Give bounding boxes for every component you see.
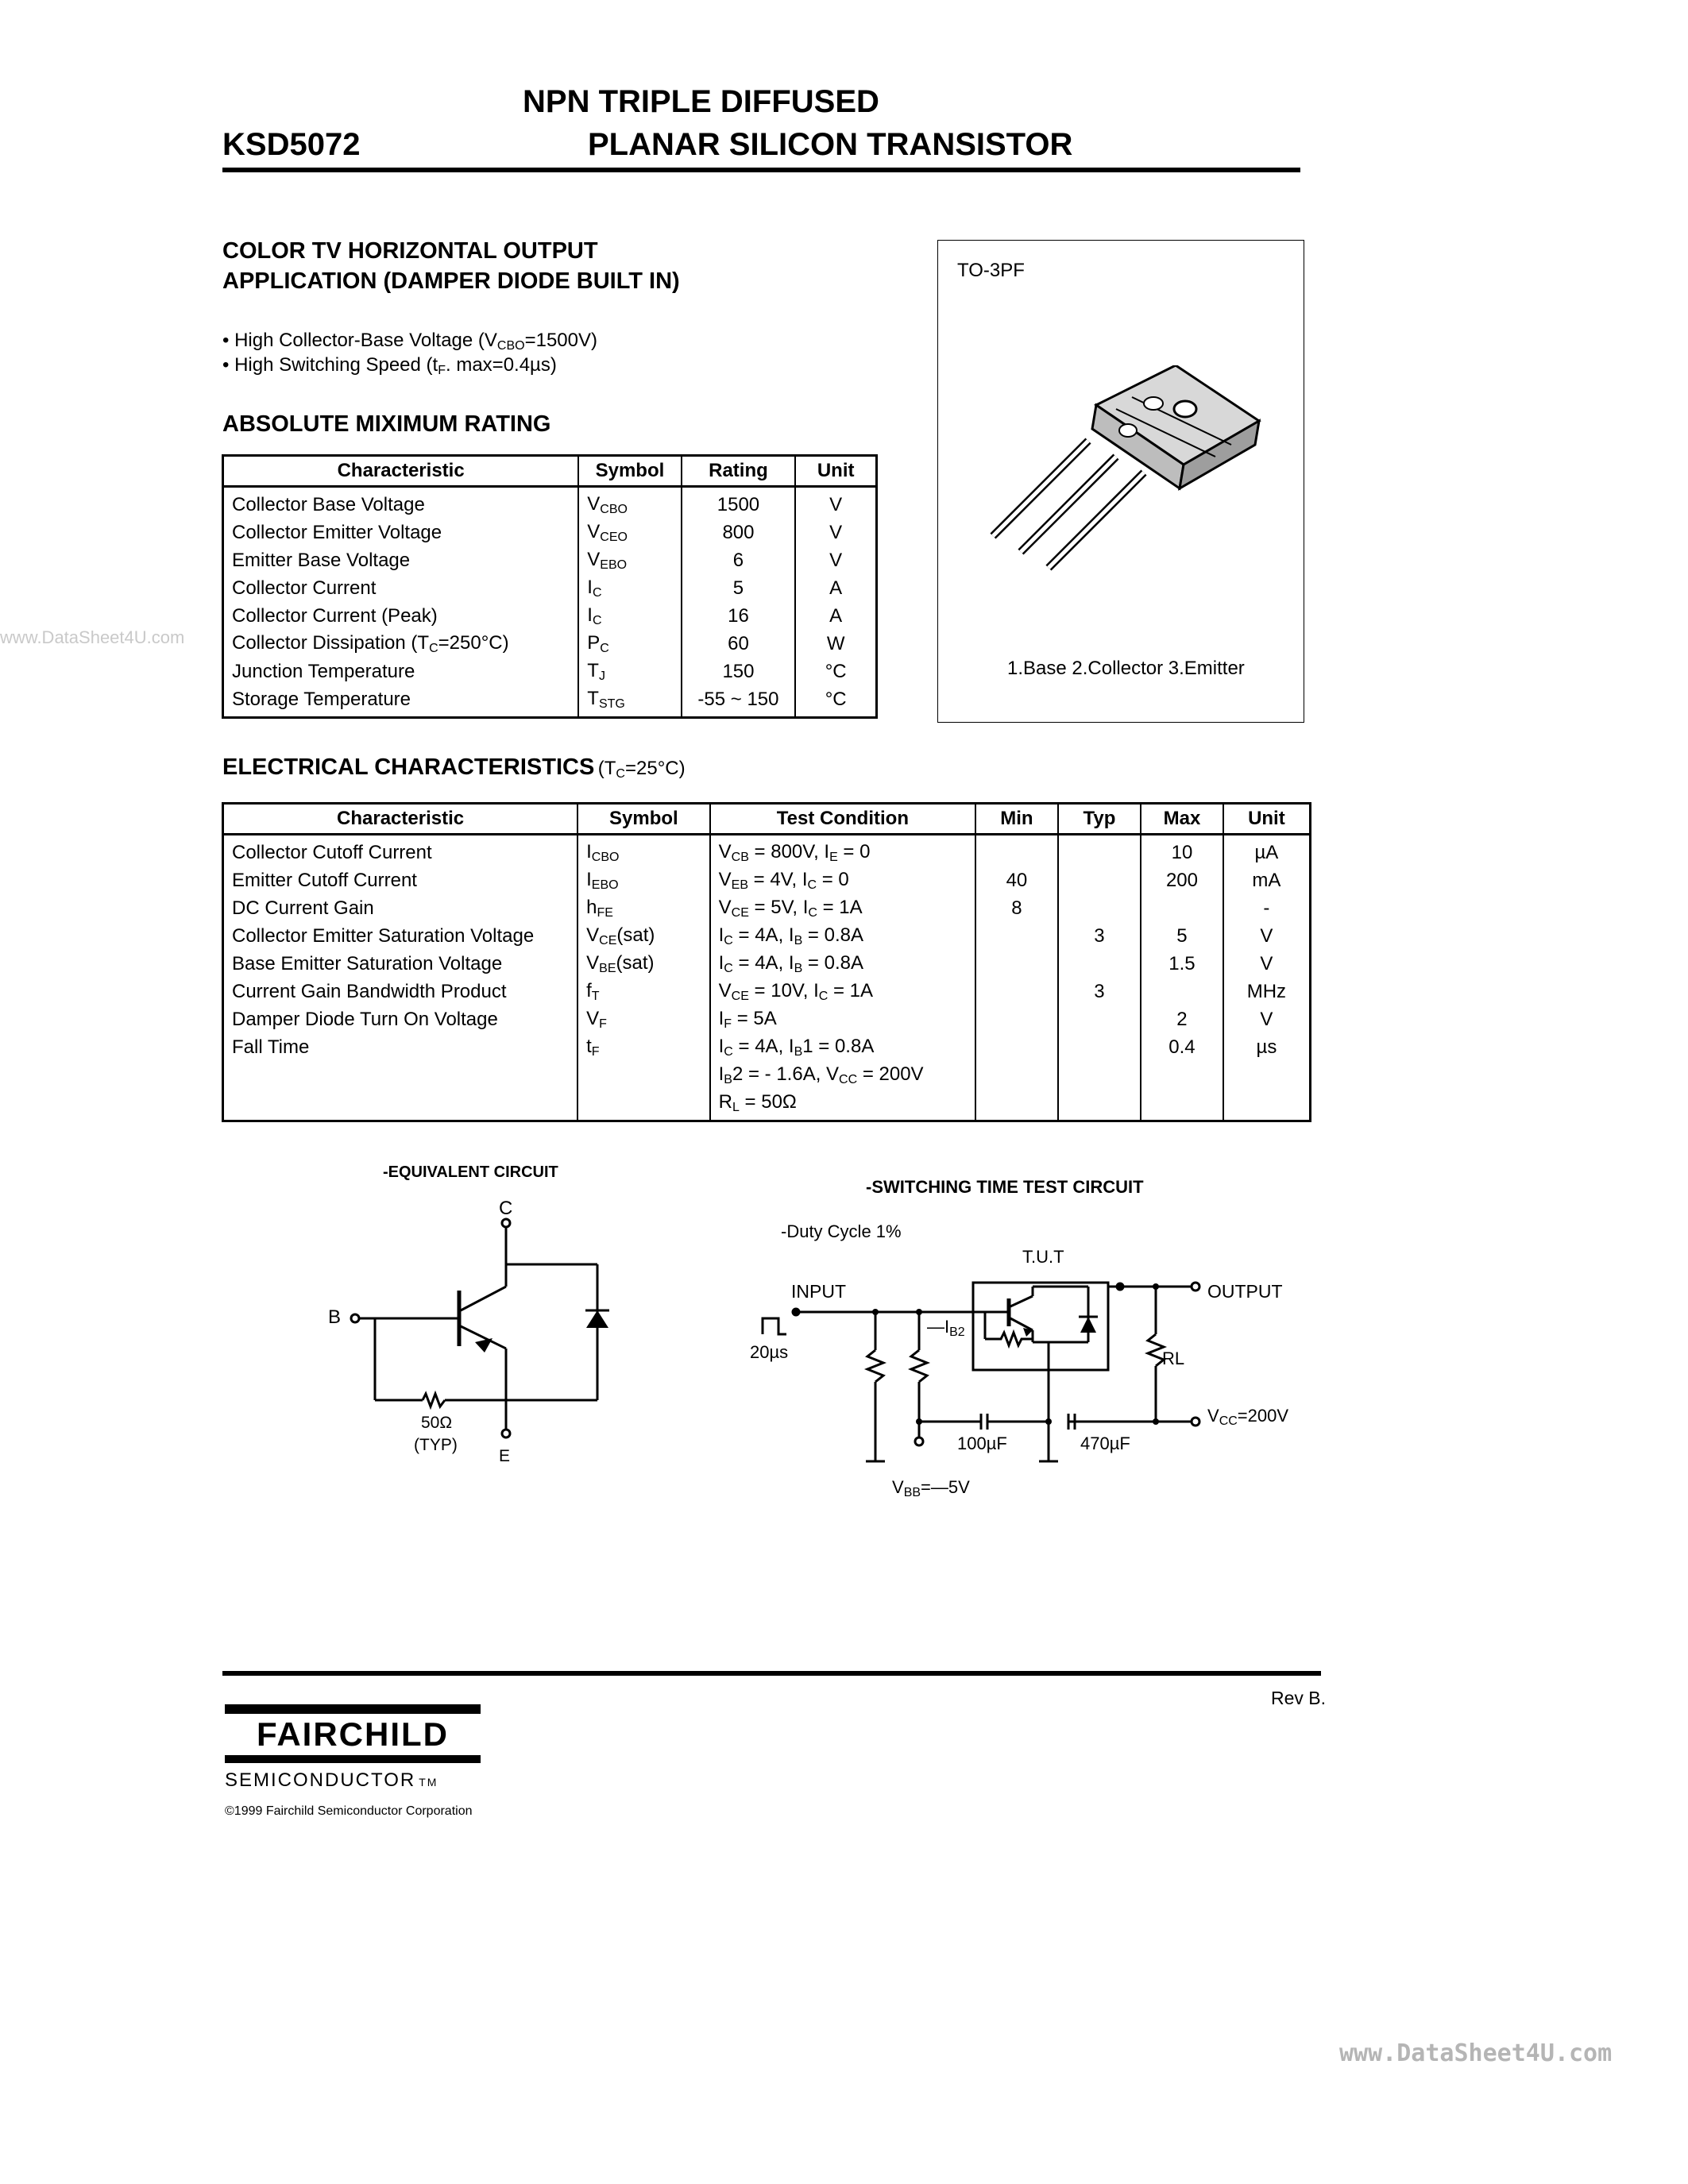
cell-unit: °C	[825, 660, 847, 682]
watermark-bottom: www.DataSheet4U.com	[1339, 2039, 1613, 2067]
cell-characteristic: Collector Current (Peak)	[223, 602, 579, 630]
cell-min	[975, 978, 1058, 1005]
cell-unit: V	[829, 549, 843, 571]
cell-typ	[1058, 866, 1141, 894]
table-row	[223, 574, 877, 602]
cell-characteristic	[223, 1089, 578, 1121]
cell-characteristic: DC Current Gain	[223, 894, 578, 922]
elec-table	[222, 802, 1311, 1122]
cell-symbol	[577, 1061, 710, 1089]
package-drawing	[977, 365, 1295, 588]
col-header: Unit	[795, 456, 876, 487]
table-row	[223, 487, 877, 519]
cell-symbol: $T_{STG}$	[578, 685, 681, 718]
cell-characteristic: Collector Current	[223, 574, 579, 602]
application-line-2: APPLICATION (DAMPER DIODE BUILT IN)	[222, 268, 680, 294]
switch-input-label: INPUT	[791, 1281, 846, 1302]
cell-symbol: $P_C$	[578, 630, 681, 658]
cell-characteristic: Emitter Cutoff Current	[223, 866, 578, 894]
cell-typ	[1058, 1033, 1141, 1061]
cell-unit: W	[826, 632, 845, 654]
title-line-1: NPN TRIPLE DIFFUSED	[523, 84, 879, 119]
cell-unit: °C	[825, 688, 847, 710]
cell-symbol: $I_{CBO}$	[577, 835, 710, 867]
table-row	[223, 546, 877, 574]
table-row	[223, 1005, 1311, 1033]
table-header-row	[223, 804, 1311, 835]
switch-circuit-diagram	[747, 1263, 1207, 1477]
table-row	[223, 835, 1311, 867]
cell-symbol: $V_{CBO}$	[578, 487, 681, 519]
cell-unit: V	[1260, 952, 1273, 974]
equiv-label-e: E	[499, 1447, 511, 1465]
cell-unit: mA	[1252, 869, 1281, 891]
fairchild-logo	[225, 1704, 481, 1763]
abs-max-title: ABSOLUTE MIXIMUM RATING	[222, 411, 551, 437]
cell-symbol: $V_{EBO}$	[578, 546, 681, 574]
cell-symbol: $I_C$	[578, 574, 681, 602]
equiv-label-b: B	[328, 1306, 342, 1328]
cell-characteristic: Damper Diode Turn On Voltage	[223, 1005, 578, 1033]
cell-max: 10	[1141, 835, 1223, 867]
cell-max: 2	[1141, 1005, 1223, 1033]
cell-min: 8	[975, 894, 1058, 922]
equiv-circuit-title: -EQUIVALENT CIRCUIT	[383, 1163, 558, 1181]
logo-bar-top	[225, 1704, 481, 1714]
cell-max: 5	[1141, 922, 1223, 950]
switch-duty: -Duty Cycle 1%	[781, 1221, 902, 1241]
cell-unit	[1223, 1061, 1311, 1089]
cell-test-condition: $V_{CE} = 5V$, $I_C = 1A$	[710, 894, 976, 922]
cell-characteristic: Collector Base Voltage	[223, 487, 579, 519]
cell-min	[975, 922, 1058, 950]
switch-cap2-label: 470µF	[1080, 1433, 1130, 1453]
cell-test-condition: $V_{CB} = 800V$, $I_E = 0$	[710, 835, 976, 867]
cell-unit: -	[1263, 897, 1270, 919]
col-header: Characteristic	[223, 456, 579, 487]
copyright: ©1999 Fairchild Semiconductor Corporation	[225, 1804, 473, 1818]
col-header: Test Condition	[710, 804, 976, 835]
cell-min	[975, 1089, 1058, 1121]
col-header: Rating	[682, 456, 796, 487]
cell-test-condition: $I_C = 4A$, $I_B = 0.8A$	[710, 950, 976, 978]
switch-cap1-label: 100µF	[957, 1433, 1007, 1453]
table-row	[223, 685, 877, 718]
table-row	[223, 1089, 1311, 1121]
cell-symbol: $V_{CE}(sat)$	[577, 922, 710, 950]
switch-ib2-label: $—I_{B2}$	[927, 1317, 965, 1339]
cell-symbol: $h_{FE}$	[577, 894, 710, 922]
table-row	[223, 866, 1311, 894]
feature-2: • High Switching Speed ($t_F$. max=0.4µs)	[222, 354, 557, 377]
cell-rating: 5	[682, 574, 796, 602]
logo-bar-bottom	[225, 1755, 481, 1763]
cell-max: 200	[1141, 866, 1223, 894]
col-header: Max	[1141, 804, 1223, 835]
col-header: Unit	[1223, 804, 1311, 835]
cell-symbol: $V_F$	[577, 1005, 710, 1033]
table-row	[223, 519, 877, 546]
cell-symbol	[577, 1089, 710, 1121]
equiv-res-value: 50Ω	[421, 1414, 453, 1432]
switch-circuit-title: -SWITCHING TIME TEST CIRCUIT	[866, 1177, 1144, 1197]
title-line-2: PLANAR SILICON TRANSISTOR	[588, 127, 1073, 162]
cell-max	[1141, 1089, 1223, 1121]
switch-output-label: OUTPUT	[1207, 1281, 1283, 1302]
cell-typ	[1058, 1061, 1141, 1089]
switch-vbb-label: $V_{BB}=—5V$	[892, 1477, 970, 1499]
cell-unit: V	[1260, 1008, 1273, 1030]
cell-rating: 16	[682, 602, 796, 630]
cell-characteristic: Storage Temperature	[223, 685, 579, 718]
header-rule	[222, 168, 1300, 172]
cell-typ	[1058, 950, 1141, 978]
cell-typ	[1058, 835, 1141, 867]
package-name: TO-3PF	[957, 260, 1025, 281]
cell-min	[975, 1061, 1058, 1089]
switch-tut-label: T.U.T	[1022, 1247, 1064, 1267]
cell-symbol: $t_F$	[577, 1033, 710, 1061]
cell-rating: 6	[682, 546, 796, 574]
cell-min	[975, 950, 1058, 978]
cell-unit	[1223, 1089, 1311, 1121]
cell-unit: MHz	[1246, 980, 1287, 1002]
cell-symbol: $V_{BE}(sat)$	[577, 950, 710, 978]
footer-rule	[222, 1671, 1321, 1676]
col-header: Typ	[1058, 804, 1141, 835]
elec-title: ELECTRICAL CHARACTERISTICS $(T_C=25^\circ C)$	[222, 754, 686, 781]
cell-typ	[1058, 894, 1141, 922]
cell-typ: 3	[1058, 922, 1141, 950]
abs-max-table	[222, 454, 878, 719]
table-row	[223, 1033, 1311, 1061]
table-row	[223, 602, 877, 630]
equiv-label-c: C	[499, 1198, 513, 1219]
table-row	[223, 658, 877, 685]
cell-min: 40	[975, 866, 1058, 894]
cell-characteristic: Current Gain Bandwidth Product	[223, 978, 578, 1005]
cell-characteristic: Collector Emitter Saturation Voltage	[223, 922, 578, 950]
watermark-left: www.DataSheet4U.com	[0, 627, 185, 647]
switch-vcc-label: $V_{CC}=200V$	[1207, 1406, 1289, 1428]
cell-symbol: $V_{CEO}$	[578, 519, 681, 546]
equiv-circuit-diagram	[318, 1191, 635, 1485]
cell-characteristic: Collector Emitter Voltage	[223, 519, 579, 546]
application-line-1: COLOR TV HORIZONTAL OUTPUT	[222, 238, 598, 264]
cell-characteristic	[223, 1061, 578, 1089]
cell-max	[1141, 978, 1223, 1005]
cell-symbol: $f_T$	[577, 978, 710, 1005]
cell-unit: µs	[1256, 1036, 1277, 1058]
cell-unit: µA	[1254, 841, 1279, 863]
cell-characteristic: Junction Temperature	[223, 658, 579, 685]
cell-unit: A	[829, 577, 843, 599]
feature-1: • High Collector-Base Voltage $(V_{CBO}=1500V)$	[222, 330, 597, 353]
cell-test-condition: $V_{EB} = 4V$, $I_C = 0$	[710, 866, 976, 894]
cell-test-condition: $V_{CE} = 10V$, $I_C = 1A$	[710, 978, 976, 1005]
table-row	[223, 1061, 1311, 1089]
cell-characteristic: Collector Cutoff Current	[223, 835, 578, 867]
cell-test-condition: $R_L = 50\Omega$	[710, 1089, 976, 1121]
cell-typ	[1058, 1089, 1141, 1121]
cell-max	[1141, 894, 1223, 922]
cell-test-condition: $I_C = 4A$, $I_B = 0.8A$	[710, 922, 976, 950]
cell-rating: -55 ~ 150	[682, 685, 796, 718]
logo-wordmark: FAIRCHILD	[257, 1715, 449, 1753]
table-row	[223, 630, 877, 658]
cell-unit: V	[829, 493, 843, 515]
cell-symbol: $I_{EBO}$	[577, 866, 710, 894]
package-pinout: 1.Base 2.Collector 3.Emitter	[1007, 658, 1245, 679]
cell-max: 1.5	[1141, 950, 1223, 978]
table-row	[223, 922, 1311, 950]
cell-typ: 3	[1058, 978, 1141, 1005]
cell-unit: V	[829, 521, 843, 543]
cell-max	[1141, 1061, 1223, 1089]
revision: Rev B.	[1271, 1688, 1327, 1708]
table-row	[223, 894, 1311, 922]
table-header-row	[223, 456, 877, 487]
cell-rating: 800	[682, 519, 796, 546]
cell-test-condition: $I_B2$ = - 1.6A, $V_{CC} = 200V$	[710, 1061, 976, 1089]
cell-symbol: $T_J$	[578, 658, 681, 685]
col-header: Min	[975, 804, 1058, 835]
table-row	[223, 978, 1311, 1005]
cell-unit: V	[1260, 924, 1273, 947]
cell-unit: A	[829, 604, 843, 627]
cell-min	[975, 835, 1058, 867]
col-header: Symbol	[578, 456, 681, 487]
cell-test-condition: $I_F = 5A$	[710, 1005, 976, 1033]
cell-characteristic: Emitter Base Voltage	[223, 546, 579, 574]
cell-characteristic: Collector Dissipation $(T_C=250^\circ C)$	[223, 630, 579, 658]
switch-rl-label: RL	[1162, 1349, 1185, 1368]
cell-min	[975, 1005, 1058, 1033]
cell-characteristic: Base Emitter Saturation Voltage	[223, 950, 578, 978]
cell-rating: 150	[682, 658, 796, 685]
col-header: Characteristic	[223, 804, 578, 835]
table-row	[223, 950, 1311, 978]
logo-semiconductor: SEMICONDUCTOR TM	[225, 1769, 438, 1791]
cell-symbol: $I_C$	[578, 602, 681, 630]
cell-rating: 1500	[682, 487, 796, 519]
cell-characteristic: Fall Time	[223, 1033, 578, 1061]
equiv-res-note: (TYP)	[414, 1436, 458, 1454]
cell-min	[975, 1033, 1058, 1061]
cell-max: 0.4	[1141, 1033, 1223, 1061]
part-number: KSD5072	[222, 127, 361, 162]
cell-rating: 60	[682, 630, 796, 658]
switch-pulse-label: 20µs	[750, 1342, 789, 1362]
cell-typ	[1058, 1005, 1141, 1033]
cell-test-condition: $I_C = 4A$, $I_B1 = 0.8A$	[710, 1033, 976, 1061]
col-header: Symbol	[577, 804, 710, 835]
